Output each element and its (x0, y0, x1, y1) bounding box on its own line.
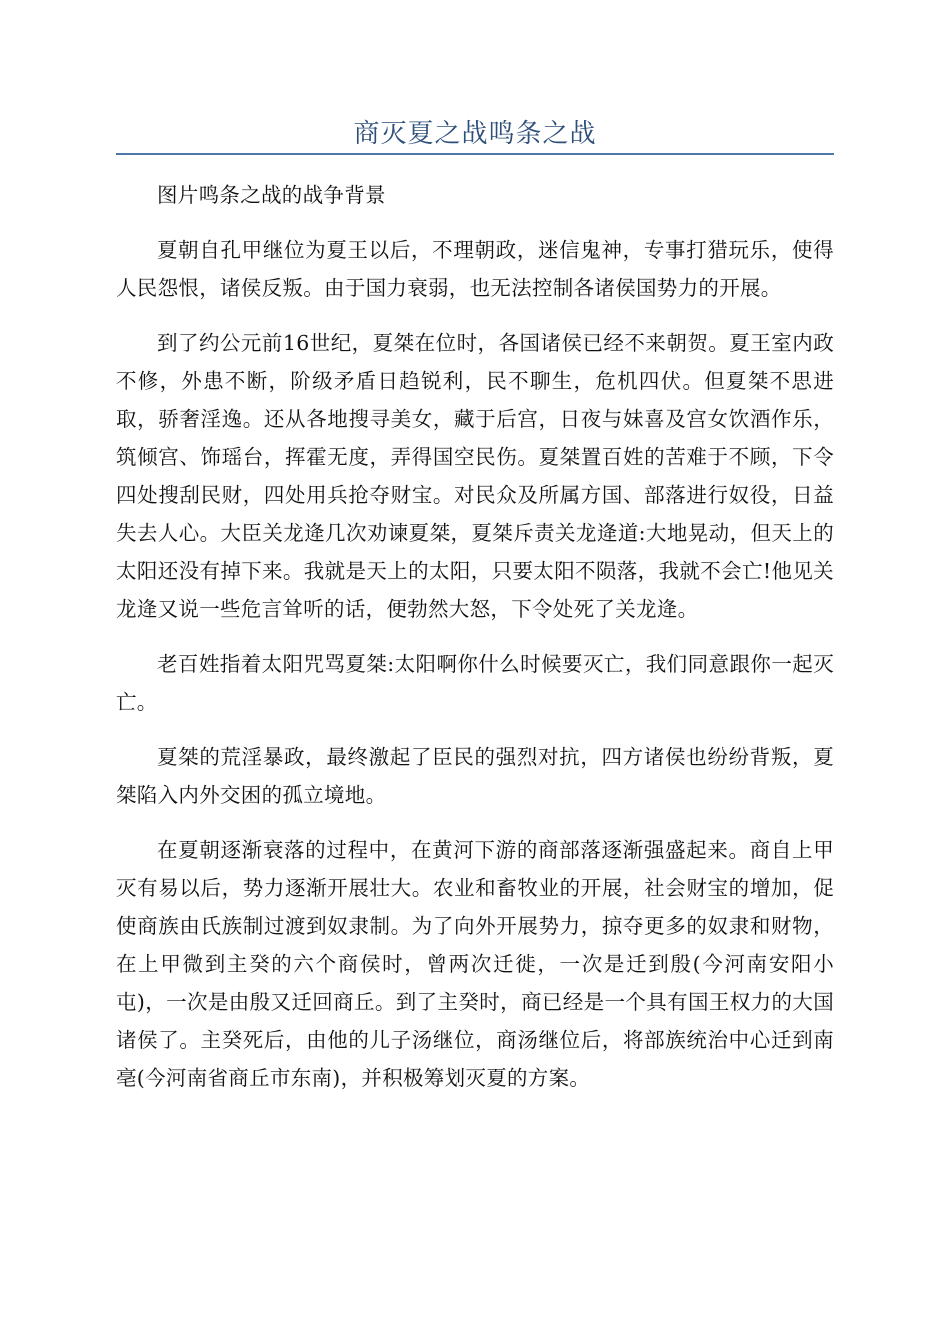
title-underline (116, 153, 834, 155)
paragraph: 在夏朝逐渐衰落的过程中，在黄河下游的商部落逐渐强盛起来。商自上甲灭有易以后，势力逐渐开展壮大。农业和畜牧业的开展，社会财宝的增加，促使商族由氏族制过渡到奴隶制。为了向外开展势力，掠夺更多的奴隶和财物，在上甲微到主癸的六个商侯时，曾两次迁徙，一次是迁到殷(今河南安阳小屯)，一次是由殷又迁回商丘。到了主癸时，商已经是一个具有国王权力的大国诸侯了。主癸死后，由他的儿子汤继位，商汤继位后，将部族统治中心迁到南亳(今河南省商丘市东南)，并积极筹划灭夏的方案。 (116, 838, 834, 1090)
paragraph: 老百姓指着太阳咒骂夏桀:太阳啊你什么时候要灭亡，我们同意跟你一起灭亡。 (116, 652, 834, 714)
document-body (116, 176, 834, 1114)
section-heading: 图片鸣条之战的战争背景 (157, 183, 386, 207)
paragraph: 到了约公元前16世纪，夏桀在位时，各国诸侯已经不来朝贺。夏王室内政不修，外患不断，阶级矛盾日趋锐利，民不聊生，危机四伏。但夏桀不思进取，骄奢淫逸。还从各地搜寻美女，藏于后宫，日夜与妹喜及宫女饮酒作乐，筑倾宫、饰瑶台，挥霍无度，弄得国空民伤。夏桀置百姓的苦难于不顾，下令四处搜刮民财，四处用兵抢夺财宝。对民众及所属方国、部落进行奴役，日益失去人心。大臣关龙逄几次劝谏夏桀，夏桀斥责关龙逄道:大地晃动，但天上的太阳还没有掉下来。我就是天上的太阳，只要太阳不陨落，我就不会亡!他见关龙逄又说一些危言耸听的话，便勃然大怒，下令处死了关龙逄。 (116, 331, 834, 621)
document-title: 商灭夏之战鸣条之战 (353, 119, 597, 149)
paragraph: 夏桀的荒淫暴政，最终激起了臣民的强烈对抗，四方诸侯也纷纷背叛，夏桀陷入内外交困的孤立境地。 (116, 745, 834, 807)
paragraph: 夏朝自孔甲继位为夏王以后，不理朝政，迷信鬼神，专事打猎玩乐，使得人民怨恨，诸侯反叛。由于国力衰弱，也无法控制各诸侯国势力的开展。 (116, 238, 834, 300)
